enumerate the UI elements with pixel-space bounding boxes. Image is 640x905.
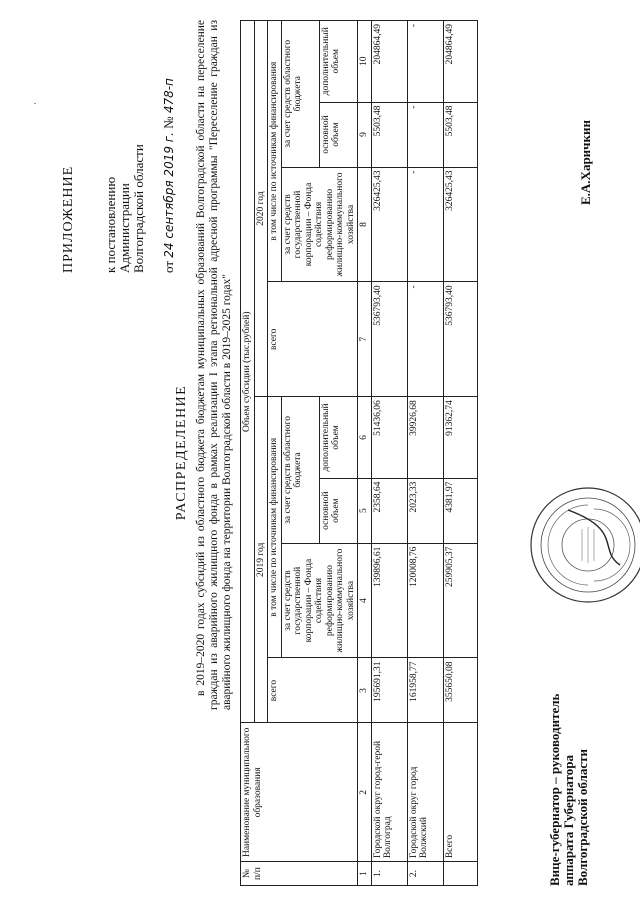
- cell-value: 5503,48: [371, 102, 407, 167]
- appendix-line: к постановлению: [103, 176, 118, 273]
- signature-title-line: Вице-губернатор – руководитель: [547, 693, 562, 886]
- column-index: 8: [358, 167, 372, 282]
- header-num: № п/п: [241, 862, 358, 886]
- cell-value: 204864,49: [443, 21, 477, 103]
- signature-block: [548, 626, 590, 886]
- header-fund-2020: за счет средств государственной корпорации – Фонда содействия реформированию жилищно-коммунального хозяйства: [281, 167, 358, 282]
- cell-value: 2023,33: [407, 478, 443, 543]
- cell-value: 195691,31: [371, 658, 407, 723]
- header-total-2020: всего: [268, 282, 358, 397]
- column-index: 4: [358, 543, 372, 658]
- cell-value: -: [407, 21, 443, 103]
- cell-value: 51436,06: [371, 397, 407, 478]
- cell-value: 536793,40: [443, 282, 477, 397]
- header-basic-2020: основной объем: [319, 102, 357, 167]
- column-index: 7: [358, 282, 372, 397]
- row-name: Всего: [443, 723, 477, 862]
- column-index: 9: [358, 102, 372, 167]
- table-row: [407, 21, 443, 886]
- appendix-line: Волгоградской области: [131, 144, 146, 273]
- column-index: 5: [358, 478, 372, 543]
- column-index: 1: [358, 862, 372, 886]
- header-volume: Объем субсидии (тыс.рублей): [241, 21, 255, 724]
- cell-value: 536793,40: [371, 282, 407, 397]
- header-additional-2019: дополнительный объем: [319, 397, 357, 478]
- table-row: [371, 21, 407, 886]
- cell-value: -: [407, 167, 443, 282]
- header-year-2019: 2019 год: [254, 397, 268, 723]
- scan-mark: ·: [30, 102, 40, 105]
- handwritten-number: 478-п: [162, 78, 176, 114]
- appendix-date-line: от 24 сентября 2019 г. № 478-п: [161, 78, 176, 273]
- cell-value: 2358,64: [371, 478, 407, 543]
- cell-value: 161958,77: [407, 658, 443, 723]
- header-regional-2019: за счет средств областного бюджета: [281, 397, 319, 543]
- signature-title-line: Волгоградской области: [575, 748, 590, 886]
- cell-value: 91362,74: [443, 397, 477, 478]
- header-fund-2019: за счет средств государственной корпорации – Фонда содействия реформированию жилищно-коммунального хозяйства: [281, 543, 358, 658]
- header-year-2020: 2020 год: [254, 21, 268, 397]
- header-sources-2019: в том числе по источникам финансирования: [268, 397, 282, 658]
- header-basic-2019: основной объем: [319, 478, 357, 543]
- cell-value: 355650,08: [443, 658, 477, 723]
- table-total-row: [443, 21, 477, 886]
- document-title: РАСПРЕДЕЛЕНИЕ: [174, 384, 189, 521]
- cell-value: -: [407, 102, 443, 167]
- appendix-block: [62, 13, 176, 273]
- header-additional-2020: дополнительный объем: [319, 21, 357, 103]
- column-index: 10: [358, 21, 372, 103]
- signature-title-line: аппарата Губернатора: [561, 754, 576, 886]
- appendix-heading: ПРИЛОЖЕНИЕ: [61, 165, 76, 273]
- signer-name: Е.А.Харичкин: [578, 120, 593, 205]
- cell-value: 326425,43: [443, 167, 477, 282]
- header-regional-2020: за счет средств областного бюджета: [281, 21, 319, 168]
- cell-value: 204864,49: [371, 21, 407, 103]
- document-intro: в 2019–2020 годах субсидий из областного бюджета бюджетам муниципальных образований Волгоградской области на переселение граждан из аварийного жилищного фонда в рамках реализации I этапа региональной адресной программы "Переселение граждан из аварийного жилищного фонда на территории Волгоградской области в 2019–2025 годах": [195, 20, 233, 710]
- row-name: Городской округ город-герой Волгоград: [371, 723, 407, 862]
- column-index-row: [358, 21, 372, 886]
- column-index: 2: [358, 723, 372, 862]
- row-num: [443, 862, 477, 886]
- cell-value: 39926,68: [407, 397, 443, 478]
- column-index: 3: [358, 658, 372, 723]
- handwritten-date: 24 сентября 2019 г.: [162, 132, 176, 258]
- row-name: Городской округ город Волжский: [407, 723, 443, 862]
- row-num: 2.: [407, 862, 443, 886]
- header-total-2019: всего: [268, 658, 358, 723]
- cell-value: 326425,43: [371, 167, 407, 282]
- cell-value: 120008,76: [407, 543, 443, 658]
- official-stamp: [528, 485, 640, 605]
- appendix-line: Администрации: [117, 183, 132, 273]
- column-index: 6: [358, 397, 372, 478]
- cell-value: 5503,48: [443, 102, 477, 167]
- header-name: Наименование муниципального образования: [241, 723, 358, 862]
- cell-value: -: [407, 282, 443, 397]
- row-num: 1.: [371, 862, 407, 886]
- cell-value: 139896,61: [371, 543, 407, 658]
- cell-value: 4381,97: [443, 478, 477, 543]
- header-sources-2020: в том числе по источникам финансирования: [268, 21, 282, 282]
- cell-value: 259905,37: [443, 543, 477, 658]
- subsidy-table: [240, 20, 478, 886]
